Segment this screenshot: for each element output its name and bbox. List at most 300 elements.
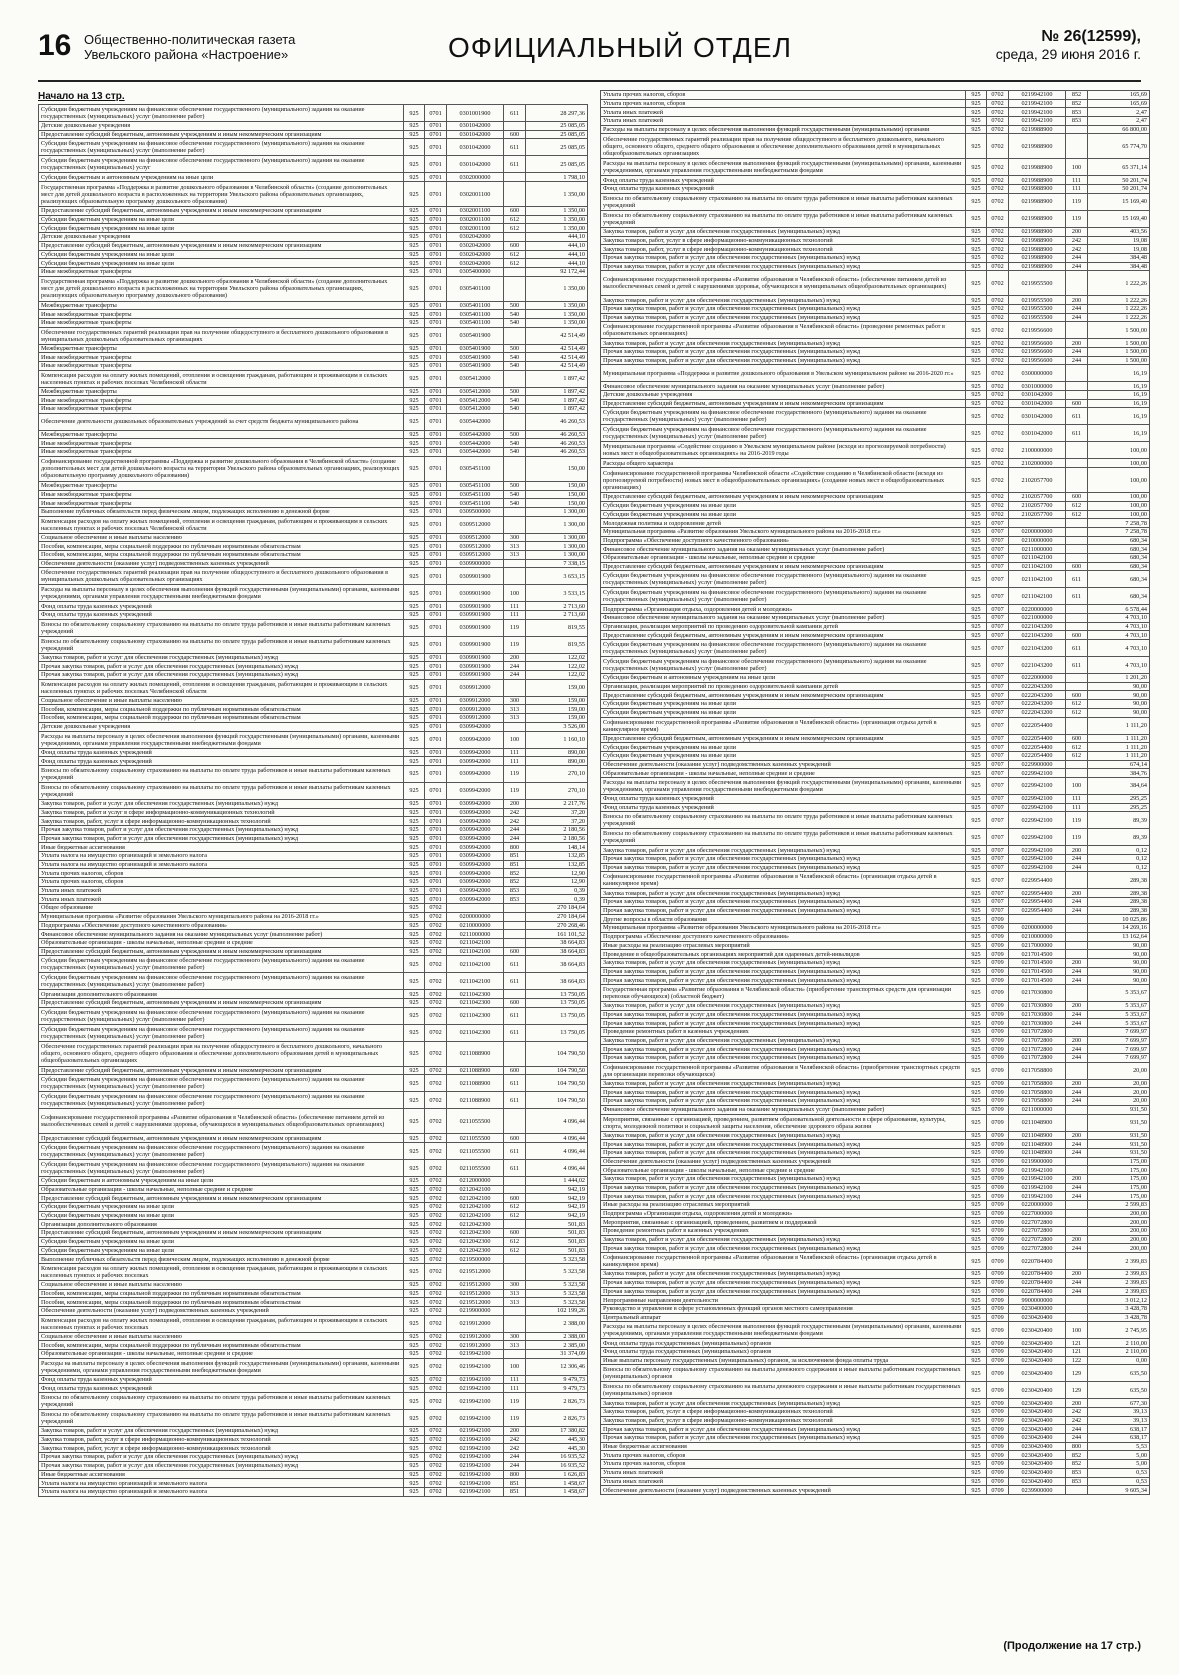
row-amount: 501,83 [526, 1246, 588, 1255]
row-expense-type: 313 [504, 542, 526, 551]
row-amount: 39,13 [1088, 1416, 1150, 1425]
row-name: Пособия, компенсации, меры социальной поддержки по публичным нормативным обязательствам [39, 1289, 404, 1298]
row-amount: 15 169,40 [1088, 210, 1150, 227]
row-target-code: 0217030800 [1009, 984, 1066, 1001]
row-amount: 175,00 [1088, 1183, 1150, 1192]
row-name: Компенсация расходов на оплату жилых помещений, отопления и освещения гражданам, работающим и проживающим в сельских населенных пунктах и рабочих поселках [39, 1315, 404, 1332]
row-name: Предоставление субсидий бюджетным, автономным учреждениям и иным некоммерческим организациям [601, 562, 966, 571]
row-target-code: 0219942100 [1009, 108, 1066, 117]
row-expense-type: 242 [1066, 236, 1088, 245]
row-section-code: 0702 [987, 510, 1009, 519]
row-target-code: 0229942100 [1009, 846, 1066, 855]
row-name: Иные межбюджетные трансферты [39, 499, 404, 508]
table-row [601, 245, 1150, 254]
issue-date: среда, 29 июня 2016 г. [995, 46, 1141, 62]
row-dept-code: 925 [966, 519, 987, 528]
row-section-code: 0702 [425, 1341, 447, 1350]
row-dept-code: 925 [404, 353, 425, 362]
row-section-code: 0701 [425, 533, 447, 542]
row-amount: 150,00 [526, 499, 588, 508]
table-row [39, 1427, 588, 1436]
row-expense-type: 600 [1066, 399, 1088, 408]
row-expense-type: 600 [504, 130, 526, 139]
row-section-code: 0709 [987, 1001, 1009, 1010]
row-expense-type: 242 [504, 808, 526, 817]
row-name: Подпрограмма «Организация отдыха, оздоровления детей и молодежи» [601, 605, 966, 614]
table-row [39, 938, 588, 947]
row-section-code: 0702 [987, 493, 1009, 502]
row-target-code: 0222054400 [1009, 717, 1066, 734]
row-name: Закупка товаров, работ, услуг в сфере информационно-коммуникационных технологий [39, 1435, 404, 1444]
row-expense-type: 111 [504, 757, 526, 766]
row-dept-code: 925 [404, 1461, 425, 1470]
row-dept-code: 925 [404, 1487, 425, 1496]
row-target-code: 0219956600 [1009, 339, 1066, 348]
row-target-code: 0219912000 [447, 1315, 504, 1332]
row-expense-type: 540 [504, 439, 526, 448]
row-section-code: 0701 [425, 679, 447, 696]
row-dept-code: 925 [404, 585, 425, 602]
row-name: Взносы по обязательному социальному страхованию на выплаты по оплате труда работников и иные выплаты работникам казенных учреждений [39, 636, 404, 653]
row-dept-code: 925 [404, 370, 425, 387]
row-amount: 165,69 [1088, 91, 1150, 100]
row-target-code: 0219900000 [447, 1306, 504, 1315]
table-row [39, 1435, 588, 1444]
row-name: Предоставление субсидий бюджетным, автономным учреждениям и иным некоммерческим организациям [601, 631, 966, 640]
row-expense-type: 244 [504, 1461, 526, 1470]
row-name: Софинансирование государственной программы «Поддержка и развитие дошкольного образования в Челябинской области» (создание дополнительных мест для детей дошкольного возраста на территории Увельского района образовательных организациях, реализующих образовательную программу дошкольного образования) [39, 456, 404, 481]
row-amount: 38 664,83 [526, 938, 588, 947]
row-section-code: 0702 [425, 930, 447, 939]
row-expense-type: 242 [504, 1444, 526, 1453]
table-row [601, 1097, 1150, 1106]
row-dept-code: 925 [966, 322, 987, 339]
row-dept-code: 925 [404, 852, 425, 861]
page-number: 16 [38, 29, 72, 62]
row-expense-type: 242 [1066, 245, 1088, 254]
row-dept-code: 925 [966, 227, 987, 236]
table-row [601, 1442, 1150, 1451]
row-section-code: 0701 [425, 122, 447, 131]
row-expense-type: 612 [1066, 743, 1088, 752]
row-section-code: 0702 [987, 176, 1009, 185]
table-row [601, 99, 1150, 108]
row-name: Субсидии бюджетным учреждениям на иные цели [39, 1203, 404, 1212]
row-expense-type [1066, 365, 1088, 382]
table-row [39, 413, 588, 430]
row-dept-code: 925 [404, 182, 425, 207]
table-row [39, 843, 588, 852]
row-dept-code: 925 [966, 553, 987, 562]
row-expense-type [1066, 1218, 1088, 1227]
row-dept-code: 925 [404, 1194, 425, 1203]
row-expense-type: 612 [504, 1211, 526, 1220]
row-target-code: 0200000000 [447, 912, 504, 921]
row-expense-type [504, 1109, 526, 1134]
row-amount: 175,00 [1088, 1192, 1150, 1201]
row-section-code: 0701 [425, 696, 447, 705]
row-expense-type [1066, 717, 1088, 734]
row-expense-type: 200 [1066, 889, 1088, 898]
row-amount: 1 897,42 [526, 370, 588, 387]
row-expense-type [504, 1315, 526, 1332]
row-dept-code: 925 [404, 611, 425, 620]
row-amount: 150,00 [526, 481, 588, 490]
row-target-code: 0219942100 [1009, 1183, 1066, 1192]
table-row [39, 679, 588, 696]
row-section-code: 0702 [987, 185, 1009, 194]
table-row [601, 391, 1150, 400]
table-row [39, 533, 588, 542]
row-name: Прочая закупка товаров, работ и услуг для обеспечения государственных (муниципальных) нужд [601, 1054, 966, 1063]
row-amount: 2 217,76 [526, 799, 588, 808]
row-section-code: 0709 [987, 1097, 1009, 1106]
row-amount: 5 323,58 [526, 1263, 588, 1280]
row-name: Фонд оплаты труда казенных учреждений [39, 757, 404, 766]
row-name: Финансовое обеспечение муниципального задания на оказание муниципальных услуг (выполнение работ) [601, 545, 966, 554]
row-dept-code: 925 [404, 490, 425, 499]
row-dept-code: 925 [966, 674, 987, 683]
table-row [39, 973, 588, 990]
row-dept-code: 925 [966, 682, 987, 691]
row-name: Уплата иных платежей [39, 895, 404, 904]
row-target-code: 0229942100 [1009, 803, 1066, 812]
table-row [39, 550, 588, 559]
table-row [601, 1045, 1150, 1054]
row-amount: 100,00 [1088, 493, 1150, 502]
row-dept-code: 925 [966, 614, 987, 623]
row-section-code: 0702 [425, 1143, 447, 1160]
row-expense-type: 244 [1066, 855, 1088, 864]
row-expense-type: 500 [504, 387, 526, 396]
table-row [601, 1486, 1150, 1495]
row-name: Руководство и управление в сфере установленных функций органов местного самоуправления [601, 1304, 966, 1313]
row-name: Взносы по обязательному социальному страхованию на выплаты по оплате труда работников и иные выплаты работникам казенных учреждений [39, 1393, 404, 1410]
row-name: Прочая закупка товаров, работ и услуг для обеспечения государственных (муниципальных) нужд [601, 1140, 966, 1149]
row-amount: 100,00 [1088, 501, 1150, 510]
row-amount: 17 380,82 [526, 1427, 588, 1436]
budget-table-left [38, 104, 588, 1497]
table-row [601, 236, 1150, 245]
row-expense-type: 121 [1066, 1347, 1088, 1356]
row-section-code: 0702 [425, 1375, 447, 1384]
row-name: Предоставление субсидий бюджетным, автономным учреждениям и иным некоммерческим организациям [39, 130, 404, 139]
row-target-code: 0221043200 [1009, 657, 1066, 674]
row-dept-code: 925 [404, 714, 425, 723]
row-expense-type: 540 [504, 353, 526, 362]
row-dept-code: 925 [966, 1105, 987, 1114]
row-section-code: 0702 [425, 1229, 447, 1238]
row-dept-code: 925 [404, 1263, 425, 1280]
row-target-code: 0211042100 [1009, 588, 1066, 605]
row-name: Компенсация расходов на оплату жилых помещений, отопления и освещения гражданам, работающим и проживающим в сельских населенных пунктах и рабочих поселках Челябинской области [39, 370, 404, 387]
row-expense-type [504, 370, 526, 387]
row-name: Закупка товаров, работ и услуг для обеспечения государственных (муниципальных) нужд [601, 339, 966, 348]
row-dept-code: 925 [966, 1183, 987, 1192]
row-target-code: 0309912000 [447, 679, 504, 696]
table-row [39, 722, 588, 731]
row-dept-code: 925 [404, 619, 425, 636]
row-amount: 2 110,00 [1088, 1339, 1150, 1348]
row-name: Пособия, компенсации, меры социальной поддержки по публичным нормативным обязательствам [39, 542, 404, 551]
row-name: Центральный аппарат [601, 1313, 966, 1322]
table-row [39, 439, 588, 448]
row-amount: 680,34 [1088, 553, 1150, 562]
row-section-code: 0701 [425, 869, 447, 878]
table-row [601, 1477, 1150, 1486]
row-amount: 295,25 [1088, 794, 1150, 803]
table-row [39, 602, 588, 611]
row-name: Иные бюджетные ассигнования [39, 1470, 404, 1479]
row-name: Предоставление субсидий бюджетным, автономным учреждениям и иным некоммерческим организациям [39, 207, 404, 216]
row-target-code: 0230420400 [1009, 1442, 1066, 1451]
table-row [39, 757, 588, 766]
row-amount: 42 514,49 [526, 344, 588, 353]
row-section-code: 0709 [987, 1468, 1009, 1477]
row-amount: 270 268,46 [526, 921, 588, 930]
row-amount: 444,10 [526, 259, 588, 268]
row-target-code: 0219942100 [447, 1444, 504, 1453]
row-expense-type [1066, 769, 1088, 778]
row-section-code: 0701 [425, 327, 447, 344]
row-target-code: 0220784400 [1009, 1278, 1066, 1287]
row-expense-type: 119 [1066, 829, 1088, 846]
table-row [39, 956, 588, 973]
row-dept-code: 925 [404, 1220, 425, 1229]
row-dept-code: 925 [404, 1134, 425, 1143]
row-expense-type: 119 [504, 765, 526, 782]
row-amount: 4 096,44 [526, 1160, 588, 1177]
table-row [601, 1434, 1150, 1443]
row-dept-code: 925 [966, 889, 987, 898]
row-target-code: 0219942100 [1009, 117, 1066, 126]
row-target-code: 0230420400 [1009, 1339, 1066, 1348]
row-amount: 635,50 [1088, 1382, 1150, 1399]
row-expense-type: 242 [504, 817, 526, 826]
row-dept-code: 925 [966, 1287, 987, 1296]
table-row [601, 691, 1150, 700]
row-expense-type: 851 [504, 1487, 526, 1496]
row-name: Муниципальная программа «Содействие созданию в Увельском муниципальном районе (исходя из прогнозируемой потребности) новых мест в общеобразовательных организациях» на 2016-2019 годы [601, 442, 966, 459]
row-section-code: 0701 [425, 757, 447, 766]
row-dept-code: 925 [966, 99, 987, 108]
row-expense-type: 111 [504, 602, 526, 611]
row-amount: 28 297,36 [526, 105, 588, 122]
table-row [39, 1289, 588, 1298]
row-amount: 2 745,95 [1088, 1322, 1150, 1339]
row-section-code: 0709 [987, 1382, 1009, 1399]
row-dept-code: 925 [966, 708, 987, 717]
row-dept-code: 925 [966, 717, 987, 734]
table-row [601, 159, 1150, 176]
row-target-code: 0305412000 [447, 405, 504, 414]
table-row [601, 1010, 1150, 1019]
row-dept-code: 925 [404, 912, 425, 921]
row-amount: 1 111,20 [1088, 717, 1150, 734]
row-name: Предоставление субсидий бюджетным, автономным учреждениям и иным некоммерческим организациям [39, 998, 404, 1007]
table-row [39, 1263, 588, 1280]
row-section-code: 0701 [425, 156, 447, 173]
row-name: Субсидии бюджетным учреждениям на финансовое обеспечение государственного (муниципального) задания на оказание государственных (муниципальных) услуг (выполнение работ) [601, 571, 966, 588]
row-section-code: 0709 [987, 1477, 1009, 1486]
row-amount: 444,10 [526, 241, 588, 250]
row-expense-type: 313 [504, 550, 526, 559]
table-row [39, 1109, 588, 1134]
row-amount: 2 180,56 [526, 825, 588, 834]
row-target-code: 0217058800 [1009, 1088, 1066, 1097]
row-expense-type [504, 173, 526, 182]
row-target-code: 0227000000 [1009, 1209, 1066, 1218]
row-dept-code: 925 [966, 365, 987, 382]
row-expense-type: 244 [1066, 976, 1088, 985]
row-dept-code: 925 [966, 1166, 987, 1175]
row-target-code: 0305412000 [447, 396, 504, 405]
row-section-code: 0701 [425, 886, 447, 895]
row-section-code: 0702 [987, 356, 1009, 365]
row-amount: 4 096,44 [526, 1109, 588, 1134]
row-section-code: 0702 [987, 348, 1009, 357]
row-name: Закупка товаров, работ и услуг для обеспечения государственных (муниципальных) нужд [601, 958, 966, 967]
row-name: Софинансирование государственной программы «Развитие образования в Челябинской области» (проведение ремонтных работ в образовательных организациях) [601, 322, 966, 339]
row-target-code: 0217014500 [1009, 967, 1066, 976]
row-expense-type [1066, 382, 1088, 391]
row-expense-type [504, 456, 526, 481]
row-name: Прочая закупка товаров, работ и услуг для обеспечения государственных (муниципальных) нужд [39, 825, 404, 834]
row-name: Софинансирование государственной программы «Развитие образования в Челябинской области» (организация отдыха детей в каникулярное время) [601, 1253, 966, 1270]
row-amount: 4 703,10 [1088, 614, 1150, 623]
row-amount: 2 388,00 [526, 1315, 588, 1332]
table-row [601, 640, 1150, 657]
row-section-code: 0702 [987, 236, 1009, 245]
table-row [601, 1001, 1150, 1010]
row-expense-type: 313 [504, 705, 526, 714]
row-target-code: 0309512000 [447, 550, 504, 559]
row-amount: 13 750,05 [526, 1024, 588, 1041]
row-target-code: 0309901900 [447, 602, 504, 611]
table-row [39, 878, 588, 887]
row-amount: 289,38 [1088, 906, 1150, 915]
row-name: Взносы по обязательному социальному страхованию на выплаты по оплате труда работников и иные выплаты работникам казенных учреждений [39, 765, 404, 782]
row-dept-code: 925 [966, 159, 987, 176]
row-target-code: 0301001900 [447, 105, 504, 122]
row-section-code: 0702 [425, 1246, 447, 1255]
row-dept-code: 925 [404, 1160, 425, 1177]
row-name: Пособия, компенсации, меры социальной поддержки по публичным нормативным обязательствам [39, 1298, 404, 1307]
row-section-code: 0707 [987, 751, 1009, 760]
row-section-code: 0709 [987, 1105, 1009, 1114]
row-dept-code: 925 [966, 1201, 987, 1210]
table-row [601, 700, 1150, 709]
row-section-code: 0702 [425, 912, 447, 921]
row-section-code: 0707 [987, 760, 1009, 769]
row-name: Прочая закупка товаров, работ и услуг для обеспечения государственных (муниципальных) нужд [39, 662, 404, 671]
row-name: Субсидии бюджетным учреждениям на иные цели [39, 1237, 404, 1246]
row-section-code: 0702 [987, 313, 1009, 322]
table-row [39, 516, 588, 533]
row-name: Закупка товаров, работ и услуг для обеспечения государственных (муниципальных) нужд [601, 1131, 966, 1140]
row-section-code: 0709 [987, 932, 1009, 941]
row-amount: 2 385,00 [526, 1341, 588, 1350]
row-section-code: 0701 [425, 731, 447, 748]
row-section-code: 0709 [987, 1339, 1009, 1348]
table-row [39, 430, 588, 439]
row-target-code: 0305442000 [447, 448, 504, 457]
row-target-code: 0219942100 [447, 1375, 504, 1384]
table-row [39, 1246, 588, 1255]
row-dept-code: 925 [966, 1244, 987, 1253]
row-amount: 680,34 [1088, 588, 1150, 605]
row-amount: 12,90 [526, 878, 588, 887]
row-name: Взносы по обязательному социальному страхованию на выплаты по оплате труда работников и иные выплаты работникам казенных учреждений [39, 1410, 404, 1427]
table-row [39, 1194, 588, 1203]
row-name: Закупка товаров, работ и услуг для обеспечения государственных (муниципальных) нужд [39, 653, 404, 662]
row-section-code: 0701 [425, 490, 447, 499]
row-name: Детские дошкольные учреждения [39, 122, 404, 131]
row-target-code: 0211048900 [1009, 1131, 1066, 1140]
row-section-code: 0707 [987, 734, 1009, 743]
row-name: Непрограммные направления деятельности [601, 1296, 966, 1305]
row-name: Иные расходы на реализацию отраслевых мероприятий [601, 1201, 966, 1210]
row-name: Субсидии бюджетным учреждениям на финансовое обеспечение государственного (муниципального) задания на оказание государственных (муниципальных) услуг (выполнение работ) [601, 588, 966, 605]
row-section-code: 0709 [987, 1416, 1009, 1425]
row-expense-type: 200 [1066, 1036, 1088, 1045]
row-amount: 100,00 [1088, 459, 1150, 468]
row-target-code: 0211042300 [447, 998, 504, 1007]
row-expense-type: 244 [1066, 313, 1088, 322]
row-name: Муниципальная программа «Поддержка и развитие дошкольного образования в Увельском муниципальном районе на 2016-2020 гг.» [601, 365, 966, 382]
row-dept-code: 925 [404, 276, 425, 301]
row-target-code: 0301042000 [1009, 408, 1066, 425]
table-row [39, 1350, 588, 1359]
row-expense-type: 600 [504, 207, 526, 216]
table-row [39, 1211, 588, 1220]
table-row [39, 215, 588, 224]
row-name: Прочая закупка товаров, работ и услуг для обеспечения государственных (муниципальных) нужд [601, 1010, 966, 1019]
row-dept-code: 925 [966, 1054, 987, 1063]
row-expense-type: 612 [1066, 708, 1088, 717]
row-section-code: 0709 [987, 1140, 1009, 1149]
row-dept-code: 925 [966, 984, 987, 1001]
row-section-code: 0701 [425, 834, 447, 843]
row-expense-type: 852 [1066, 1460, 1088, 1469]
row-section-code: 0702 [987, 408, 1009, 425]
row-target-code: 0219942100 [1009, 1192, 1066, 1201]
row-section-code: 0701 [425, 387, 447, 396]
row-amount: 2 599,83 [1088, 1201, 1150, 1210]
row-name: Закупка товаров, работ и услуг для обеспечения государственных (муниципальных) нужд [39, 1427, 404, 1436]
row-dept-code: 925 [966, 91, 987, 100]
row-expense-type: 244 [504, 1453, 526, 1462]
table-row [39, 318, 588, 327]
row-section-code: 0701 [425, 653, 447, 662]
row-expense-type: 200 [1066, 958, 1088, 967]
table-row [39, 825, 588, 834]
row-amount: 5,53 [1088, 1442, 1150, 1451]
row-target-code: 0217014500 [1009, 950, 1066, 959]
row-amount: 100,00 [1088, 510, 1150, 519]
table-row [601, 941, 1150, 950]
row-section-code: 0702 [987, 271, 1009, 296]
row-amount: 270 184,64 [526, 912, 588, 921]
row-dept-code: 925 [966, 459, 987, 468]
row-dept-code: 925 [966, 210, 987, 227]
row-expense-type: 244 [504, 834, 526, 843]
row-dept-code: 925 [404, 1075, 425, 1092]
row-section-code: 0702 [425, 1358, 447, 1375]
row-dept-code: 925 [966, 1460, 987, 1469]
row-section-code: 0702 [425, 1237, 447, 1246]
row-name: Уплата иных платежей [601, 1468, 966, 1477]
